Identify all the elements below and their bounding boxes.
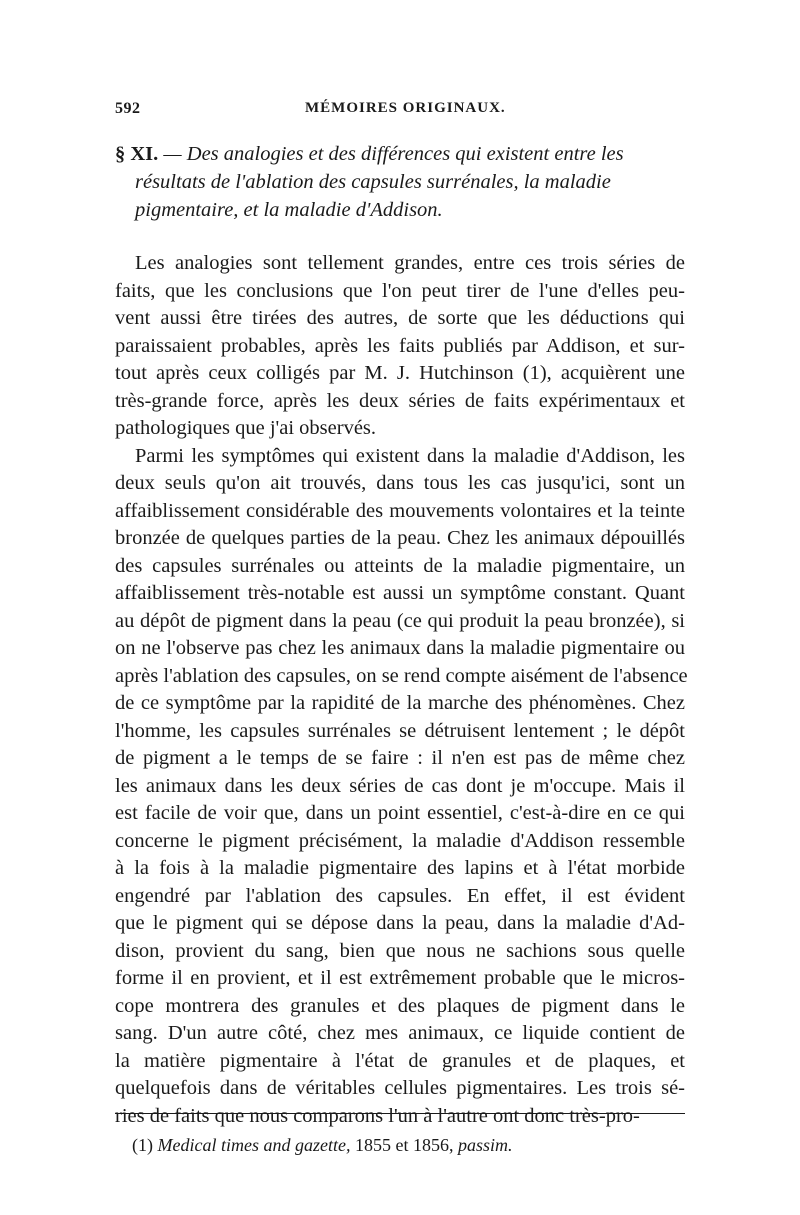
text-line: concerne le pigment précisément, la maladie d'Addison ressemble xyxy=(115,829,685,852)
text-line: affaiblissement très-notable est aussi un symptôme constant. Quant xyxy=(115,582,685,604)
text-line: deux seuls qu'on ait trouvés, dans tous les cas jusqu'ici, sont un xyxy=(115,472,685,494)
section-title-line-1: — Des analogies et des différences qui existent entre les xyxy=(163,143,624,165)
text-line: tout après ceux colligés par M. J. Hutchinson (1), acquièrent une xyxy=(115,362,685,384)
running-head xyxy=(115,100,685,126)
footnote-work: Medical times and gazette, xyxy=(157,1135,351,1155)
footnote-rule xyxy=(115,1113,685,1114)
text-line: à la fois à la maladie pigmentaire des lapins et à l'état morbide xyxy=(115,857,685,879)
text-line: des capsules surrénales ou atteints de la maladie pigmentaire, un xyxy=(115,554,685,577)
body-text xyxy=(115,250,688,1130)
section-heading xyxy=(115,140,685,224)
footnote xyxy=(132,1133,512,1157)
text-line: Les analogies sont tellement grandes, entre ces trois séries de xyxy=(135,252,685,274)
text-line: les animaux dans les deux séries de cas dont je m'occupe. Mais il xyxy=(115,774,685,797)
text-line: de ce symptôme par la rapidité de la marche des phénomènes. Chez xyxy=(115,692,685,714)
text-line: vent aussi être tirées des autres, de sorte que les déductions qui xyxy=(115,307,685,329)
text-line: la matière pigmentaire à l'état de granules et de plaques, et xyxy=(115,1049,685,1072)
footnote-passim: passim. xyxy=(457,1135,513,1155)
text-line: cope montrera des granules et des plaques de pigment dans le xyxy=(115,994,685,1017)
paragraph xyxy=(115,250,685,443)
footnote-ref: (1) xyxy=(132,1135,153,1155)
text-line: très-grande force, après les deux séries de faits expérimentaux et xyxy=(115,389,685,412)
text-line: affaiblissement considérable des mouvements volontaires et la teinte xyxy=(115,499,685,522)
text-line: ries de faits que nous comparons l'un à l'autre ont donc très-pro- xyxy=(115,1104,640,1127)
text-line: de pigment a le temps de se faire : il n'en est pas de même chez xyxy=(115,747,685,769)
running-title: MÉMOIRES ORIGINAUX. xyxy=(305,100,506,116)
page-number: 592 xyxy=(115,100,141,117)
text-line: forme il en provient, et il est extrêmement probable que le micros- xyxy=(115,967,685,989)
footnote-years: 1855 et 1856, xyxy=(354,1135,454,1155)
text-line: après l'ablation des capsules, on se rend compte aisément de l'absence xyxy=(115,664,688,687)
text-line: bronzée de quelques parties de la peau. Chez les animaux dépouillés xyxy=(115,527,685,549)
text-line: paraissaient probables, après les faits publiés par Addison, et sur- xyxy=(115,334,685,357)
text-line: l'homme, les capsules surrénales se détruisent lentement ; le dépôt xyxy=(115,719,685,742)
text-line: au dépôt de pigment dans la peau (ce qui produit la peau bronzée), si xyxy=(115,609,685,632)
text-line: dison, provient du sang, bien que nous ne sachions sous quelle xyxy=(115,939,685,962)
section-title-line-3: pigmentaire, et la maladie d'Addison. xyxy=(135,199,443,221)
text-line: on ne l'observe pas chez les animaux dans la maladie pigmentaire ou xyxy=(115,637,685,659)
paragraph xyxy=(115,443,688,1131)
text-line: quelquefois dans de véritables cellules pigmentaires. Les trois sé- xyxy=(115,1077,685,1099)
text-line: que le pigment qui se dépose dans la peau, dans la maladie d'Ad- xyxy=(115,912,685,934)
section-label: § XI. xyxy=(115,143,159,165)
section-title-line-2: résultats de l'ablation des capsules surrénales, la maladie xyxy=(135,171,611,193)
text-line: sang. D'un autre côté, chez mes animaux, ce liquide contient de xyxy=(115,1022,685,1044)
page-body xyxy=(115,140,688,1130)
text-line: engendré par l'ablation des capsules. En effet, il est évident xyxy=(115,884,685,907)
text-line: pathologiques que j'ai observés. xyxy=(115,417,377,439)
text-line: faits, que les conclusions que l'on peut tirer de l'une d'elles peu- xyxy=(115,279,685,302)
text-line: est facile de voir que, dans un point essentiel, c'est-à-dire en ce qui xyxy=(115,802,685,824)
text-line: Parmi les symptômes qui existent dans la maladie d'Addison, les xyxy=(135,444,685,467)
